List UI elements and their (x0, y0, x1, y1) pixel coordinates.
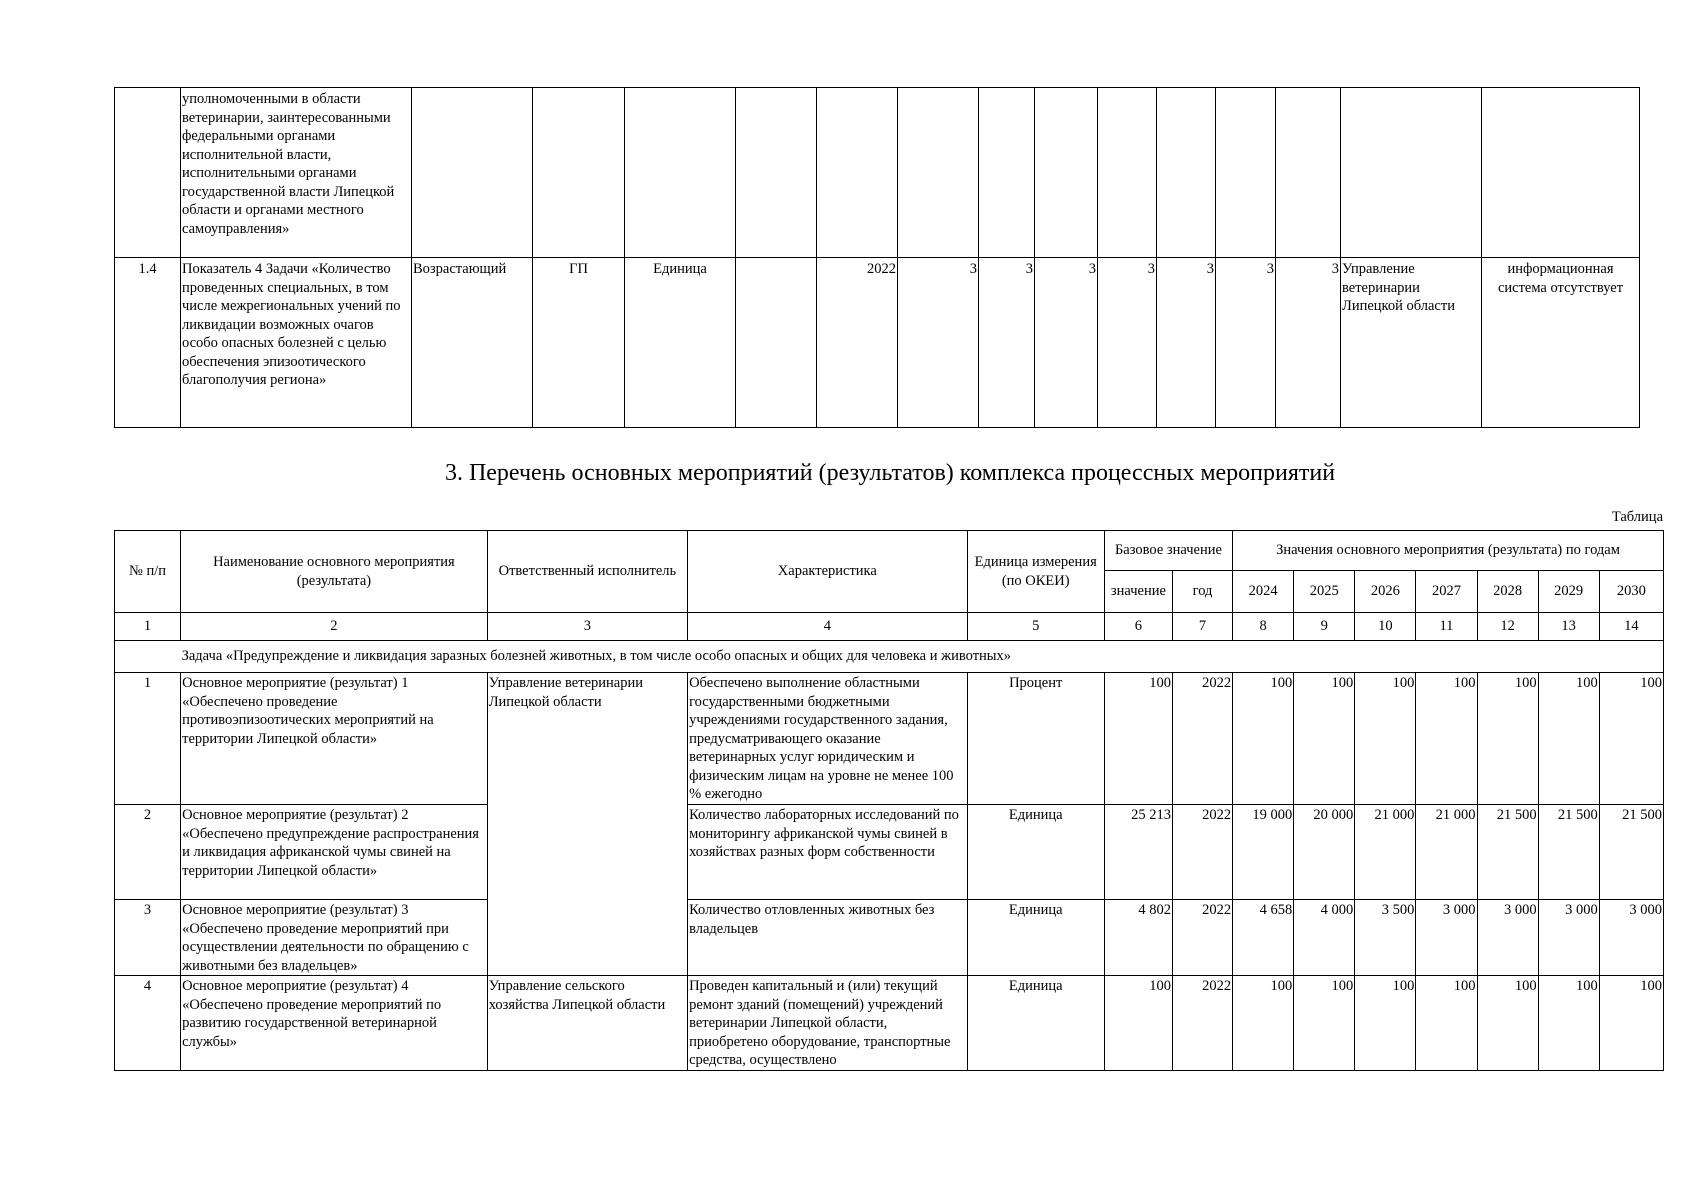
activity-name: Основное мероприятие (результат) 4 «Обеспечено проведение мероприятий по развитию государственной ветеринарной службы» (181, 976, 488, 1071)
column-number: 11 (1416, 613, 1477, 641)
row-number: 2 (115, 805, 181, 900)
value-cell: 3 000 (1477, 900, 1538, 976)
base-value-cell (817, 88, 898, 258)
header-characteristic: Характеристика (688, 531, 968, 613)
column-numbers-row (115, 613, 1664, 641)
year-cell: 3 (979, 258, 1035, 428)
header-responsible: Ответственный исполнитель (487, 531, 687, 613)
base-value-cell: 2022 (817, 258, 898, 428)
column-number: 8 (1233, 613, 1294, 641)
year-cell: 3 (1216, 258, 1276, 428)
task-text: Задача «Предупреждение и ликвидация заразных болезней животных, в том числе особо опасных и общих для человека и животных» (181, 641, 1664, 673)
value-cell: 100 (1294, 673, 1355, 805)
value-cell: 100 (1355, 673, 1416, 805)
unit-cell: Единица (967, 900, 1104, 976)
value-cell: 3 000 (1538, 900, 1599, 976)
characteristic-cell: Количество лабораторных исследований по мониторингу африканской чумы свиней в хозяйствах разных форм собственности (688, 805, 968, 900)
row-number: 4 (115, 976, 181, 1071)
header-base: Базовое значение (1104, 531, 1232, 571)
responsible-cell (1341, 88, 1482, 258)
header-year: 2024 (1233, 571, 1294, 613)
table-row (115, 805, 1664, 900)
level-cell (533, 88, 625, 258)
row-number: 1 (115, 673, 181, 805)
characteristic-cell: Количество отловленных животных без владельцев (688, 900, 968, 976)
section-title: 3. Перечень основных мероприятий (результатов) комплекса процессных мероприятий (444, 460, 1336, 486)
value-cell: 21 500 (1599, 805, 1663, 900)
column-number: 4 (688, 613, 968, 641)
year-cell (979, 88, 1035, 258)
value-cell: 100 (1538, 976, 1599, 1071)
year-cell: 3 (1098, 258, 1157, 428)
header-base-value: значение (1104, 571, 1172, 613)
indicators-table-continuation (114, 87, 1640, 428)
header-year: 2030 (1599, 571, 1663, 613)
header-name: Наименование основного мероприятия (результата) (181, 531, 488, 613)
table-label: Таблица (1611, 509, 1663, 525)
base-value-cell: 100 (1104, 673, 1172, 805)
value-cell: 100 (1233, 673, 1294, 805)
responsible-cell: Управление ветеринарии Липецкой области (1341, 258, 1482, 428)
header-row (115, 531, 1664, 571)
base-year-cell (898, 88, 979, 258)
header-year: 2028 (1477, 571, 1538, 613)
value-cell: 4 658 (1233, 900, 1294, 976)
row-number: 3 (115, 900, 181, 976)
row-number: 1.4 (115, 258, 181, 428)
header-years-group: Значения основного мероприятия (результата) по годам (1233, 531, 1664, 571)
header-unit: Единица измерения (по ОКЕИ) (967, 531, 1104, 613)
trend-cell: Возрастающий (412, 258, 533, 428)
value-cell: 3 000 (1599, 900, 1663, 976)
year-cell: 3 (1276, 258, 1341, 428)
table-row (115, 900, 1664, 976)
base-year-cell: 3 (898, 258, 979, 428)
column-number: 6 (1104, 613, 1172, 641)
value-cell: 3 000 (1416, 900, 1477, 976)
activity-name: Основное мероприятие (результат) 3 «Обеспечено проведение мероприятий при осуществлении деятельности по обращению с животными без владельцев» (181, 900, 488, 976)
value-cell: 21 500 (1477, 805, 1538, 900)
header-year: 2027 (1416, 571, 1477, 613)
value-cell: 100 (1599, 673, 1663, 805)
value-cell: 21 000 (1355, 805, 1416, 900)
responsible-cell: Управление ветеринарии Липецкой области (487, 673, 687, 976)
year-cell: 3 (1035, 258, 1098, 428)
column-number: 2 (181, 613, 488, 641)
value-cell: 19 000 (1233, 805, 1294, 900)
column-number: 3 (487, 613, 687, 641)
base-value-cell: 25 213 (1104, 805, 1172, 900)
column-number: 10 (1355, 613, 1416, 641)
unit-cell: Единица (967, 976, 1104, 1071)
column-number: 1 (115, 613, 181, 641)
column-number: 13 (1538, 613, 1599, 641)
base-value-cell: 100 (1104, 976, 1172, 1071)
characteristic-cell: Обеспечено выполнение областными государственными бюджетными учреждениями государственного задания, предусматривающего оказание ветеринарных услуг юридическим и физическим лицам на уровне не менее 100 % ежегодно (688, 673, 968, 805)
okei-cell (736, 88, 817, 258)
indicator-name: уполномоченными в области ветеринарии, заинтересованными федеральными органами исполнительной власти, исполнительными органами государственной власти Липецкой области и органами местного самоуправления» (181, 88, 412, 258)
column-number: 14 (1599, 613, 1663, 641)
header-base-year: год (1172, 571, 1232, 613)
value-cell: 100 (1355, 976, 1416, 1071)
value-cell: 100 (1233, 976, 1294, 1071)
header-year: 2025 (1294, 571, 1355, 613)
task-row (115, 641, 1664, 673)
value-cell: 21 000 (1416, 805, 1477, 900)
year-cell (1157, 88, 1216, 258)
column-number: 12 (1477, 613, 1538, 641)
okei-cell (736, 258, 817, 428)
header-year: 2026 (1355, 571, 1416, 613)
trend-cell (412, 88, 533, 258)
level-cell: ГП (533, 258, 625, 428)
info-system-cell (1482, 88, 1640, 258)
base-year-cell: 2022 (1172, 673, 1232, 805)
year-cell (1035, 88, 1098, 258)
column-number: 9 (1294, 613, 1355, 641)
value-cell: 100 (1416, 976, 1477, 1071)
year-cell (1216, 88, 1276, 258)
base-year-cell: 2022 (1172, 900, 1232, 976)
year-cell (1098, 88, 1157, 258)
value-cell: 100 (1477, 673, 1538, 805)
main-activities-table (114, 530, 1664, 1071)
unit-cell: Процент (967, 673, 1104, 805)
table-row (115, 976, 1664, 1071)
table-row (115, 258, 1640, 428)
activity-name: Основное мероприятие (результат) 2 «Обеспечено предупреждение распространения и ликвидация африканской чумы свиней на территории Липецкой области» (181, 805, 488, 900)
column-number: 5 (967, 613, 1104, 641)
base-value-cell: 4 802 (1104, 900, 1172, 976)
value-cell: 4 000 (1294, 900, 1355, 976)
value-cell: 100 (1538, 673, 1599, 805)
unit-cell: Единица (625, 258, 736, 428)
base-year-cell: 2022 (1172, 976, 1232, 1071)
year-cell: 3 (1157, 258, 1216, 428)
row-number (115, 88, 181, 258)
unit-cell: Единица (967, 805, 1104, 900)
value-cell: 100 (1294, 976, 1355, 1071)
table-row (115, 88, 1640, 258)
responsible-cell: Управление сельского хозяйства Липецкой области (487, 976, 687, 1071)
value-cell: 20 000 (1294, 805, 1355, 900)
activity-name: Основное мероприятие (результат) 1 «Обеспечено проведение противоэпизоотических мероприятий на территории Липецкой области» (181, 673, 488, 805)
value-cell: 100 (1599, 976, 1663, 1071)
table-row (115, 673, 1664, 805)
info-system-cell: информационная система отсутствует (1482, 258, 1640, 428)
indicator-name: Показатель 4 Задачи «Количество проведенных специальных, в том числе межрегиональных учений по ликвидации возможных очагов особо опасных болезней с целью обеспечения эпизоотического благополучия региона» (181, 258, 412, 428)
year-cell (1276, 88, 1341, 258)
column-number: 7 (1172, 613, 1232, 641)
header-num: № п/п (115, 531, 181, 613)
base-year-cell: 2022 (1172, 805, 1232, 900)
characteristic-cell: Проведен капитальный и (или) текущий ремонт зданий (помещений) учреждений ветеринарии Липецкой области, приобретено оборудование, транспортные средства, осуществлено (688, 976, 968, 1071)
unit-cell (625, 88, 736, 258)
header-year: 2029 (1538, 571, 1599, 613)
value-cell: 3 500 (1355, 900, 1416, 976)
value-cell: 21 500 (1538, 805, 1599, 900)
value-cell: 100 (1416, 673, 1477, 805)
value-cell: 100 (1477, 976, 1538, 1071)
